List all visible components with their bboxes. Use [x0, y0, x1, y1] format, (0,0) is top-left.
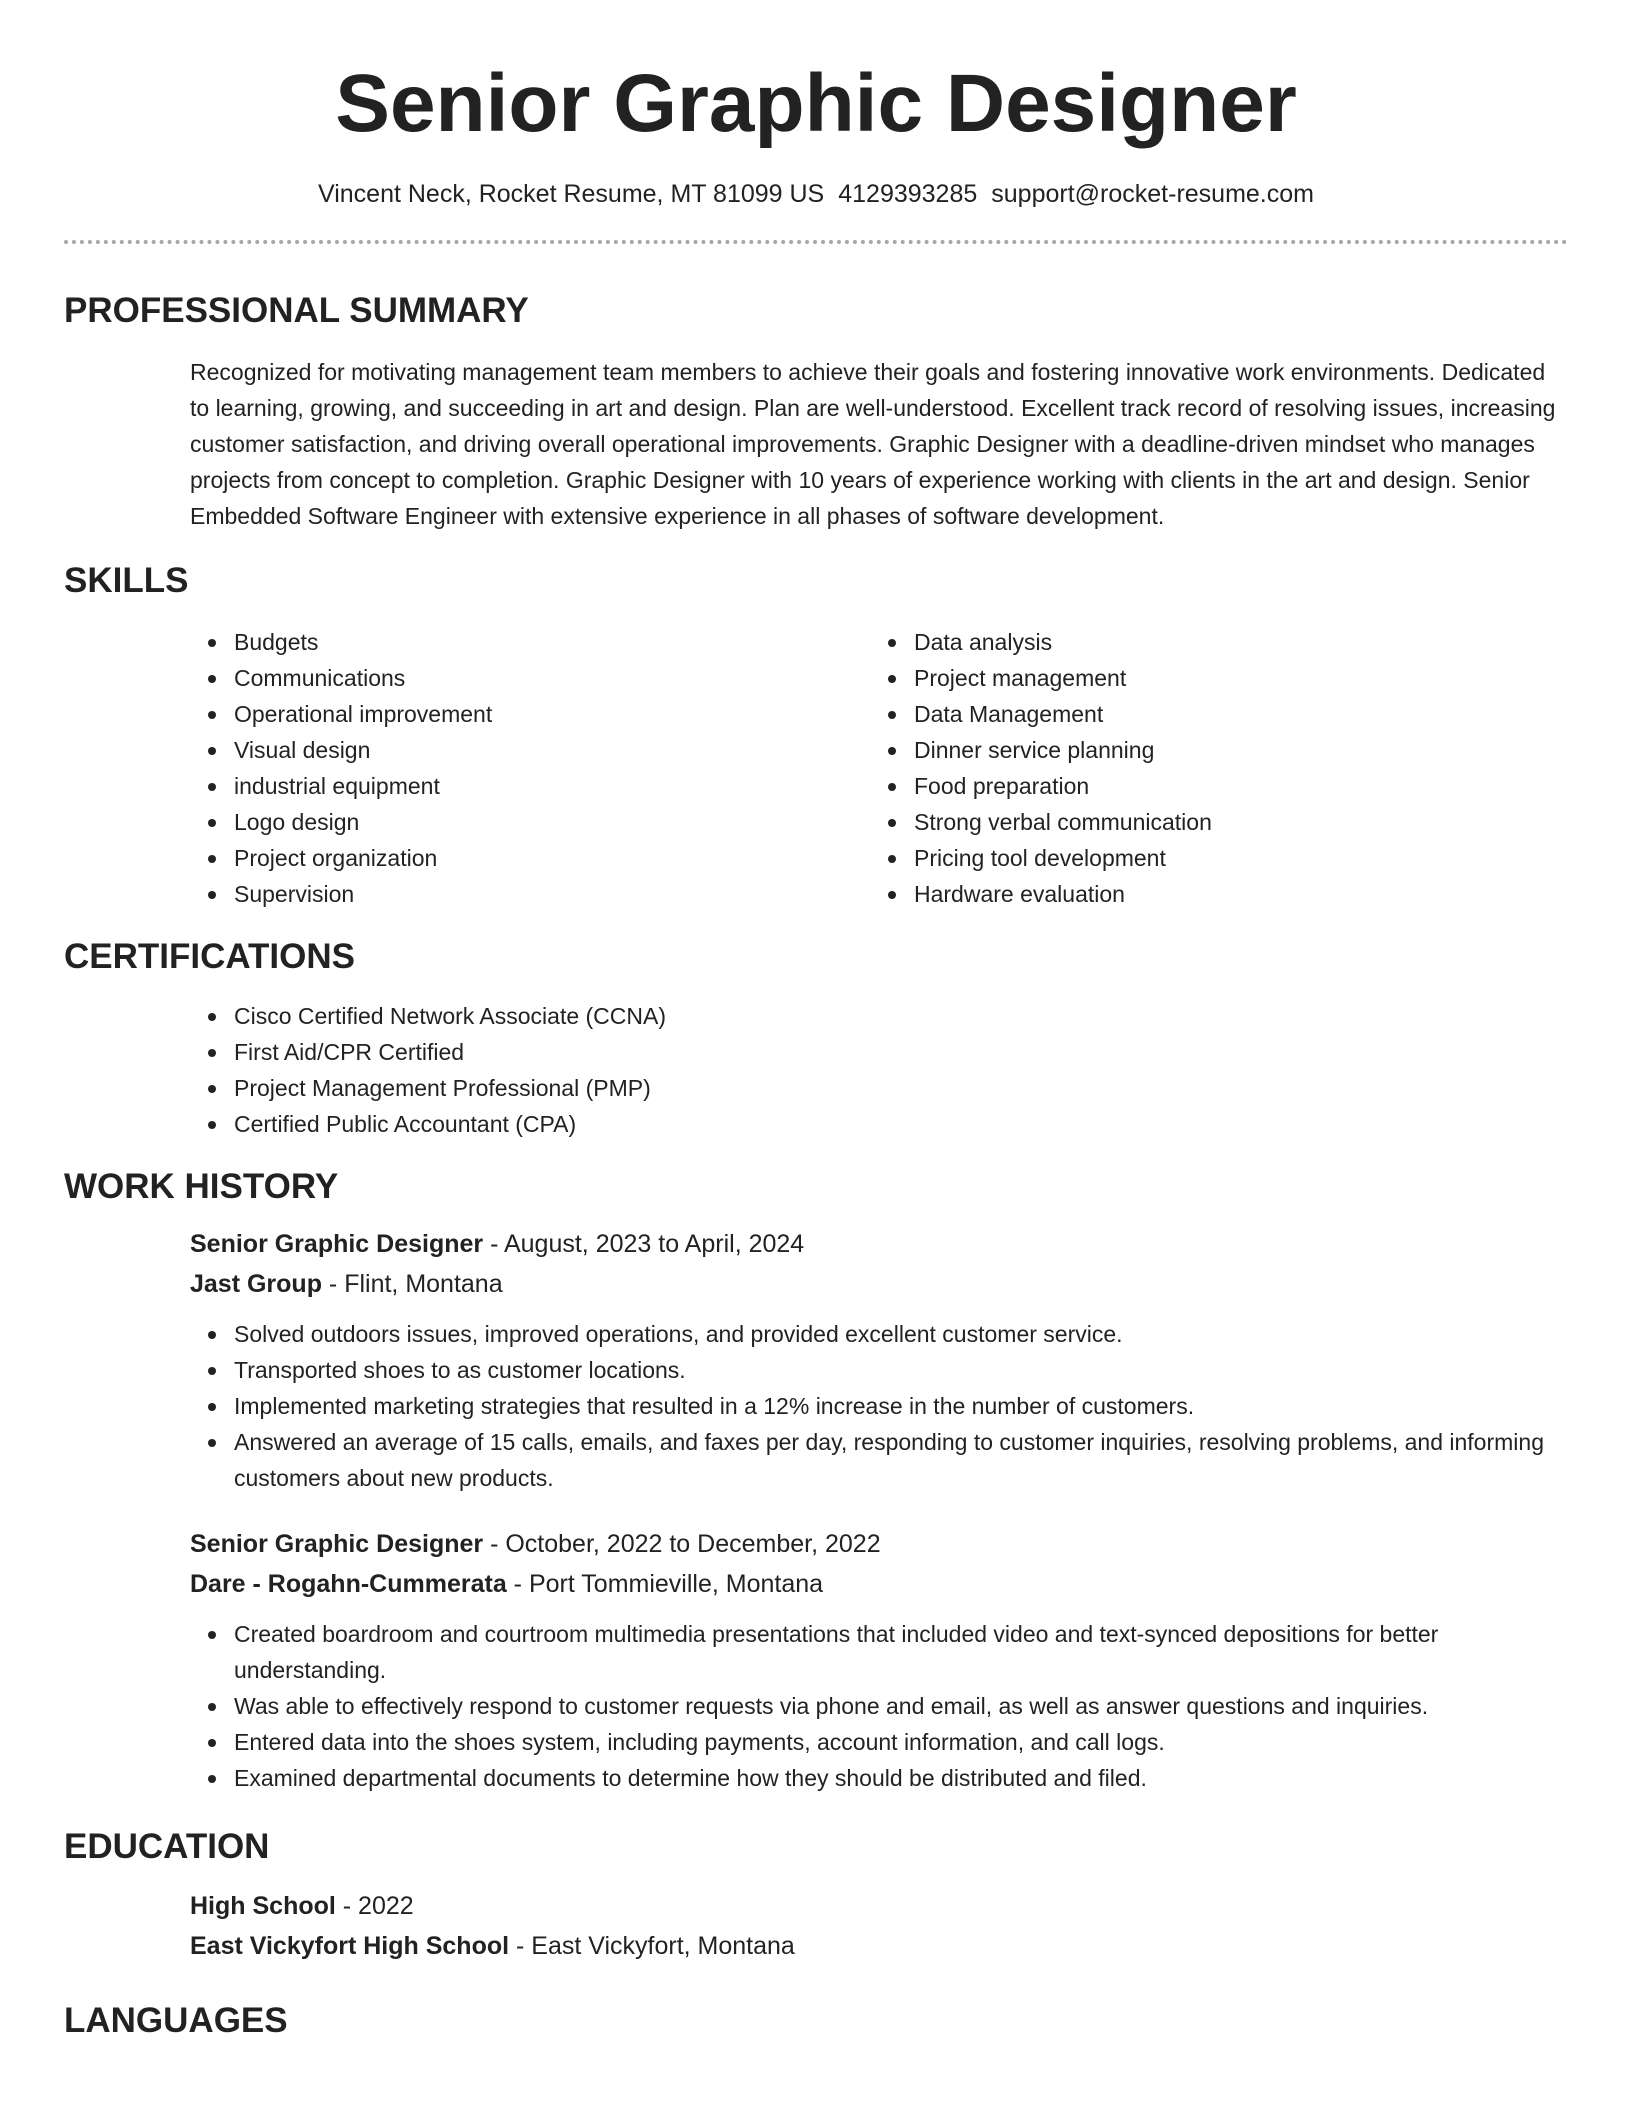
job-company-line	[190, 1564, 1568, 1604]
education-degree: High School	[190, 1892, 336, 1920]
skill-item: Logo design	[234, 804, 870, 840]
skill-item: Project management	[914, 660, 1550, 696]
job-title-line	[190, 1224, 1568, 1264]
skill-item: Hardware evaluation	[914, 876, 1550, 912]
education-location: - East Vickyfort, Montana	[509, 1932, 795, 1960]
education-heading: EDUCATION	[64, 1827, 270, 1866]
job-company: Jast Group	[190, 1270, 322, 1298]
education-school: East Vickyfort High School	[190, 1932, 510, 1960]
skill-item: Visual design	[234, 732, 870, 768]
job-company: Dare - Rogahn-Cummerata	[190, 1570, 507, 1598]
job-title: Senior Graphic Designer	[190, 1530, 484, 1558]
summary-text: Recognized for motivating management team members to achieve their goals and fostering innovative work environments. Dedicated to learning, growing, and succeeding in art and design. Plan are well-understood. Excellent track record of resolving issues, increasing customer satisfaction, and driving overall operational improvements. Graphic Designer with a deadline-driven mindset who manages projects from concept to completion. Graphic Designer with 10 years of experience working with clients in the art and design. Senior Embedded Software Engineer with extensive experience in all phases of software development.	[190, 359, 1556, 529]
resume-page	[64, 0, 1568, 2042]
work-history-heading: WORK HISTORY	[64, 1167, 339, 1206]
skill-item: Data analysis	[914, 624, 1550, 660]
skill-item: Dinner service planning	[914, 732, 1550, 768]
job-duties	[190, 1616, 1568, 1796]
job-company-line	[190, 1264, 1568, 1304]
job-duty-item: Answered an average of 15 calls, emails, and faxes per day, responding to customer inquiries, resolving problems, and informing customers about new products.	[234, 1424, 1568, 1496]
certifications-heading: CERTIFICATIONS	[64, 937, 356, 976]
certifications-list	[190, 998, 1568, 1142]
education-school-line	[190, 1926, 1568, 1966]
job-title: Senior Graphic Designer	[190, 1230, 484, 1258]
skill-item: Pricing tool development	[914, 840, 1550, 876]
skill-item: Data Management	[914, 696, 1550, 732]
certification-item: Certified Public Accountant (CPA)	[234, 1106, 1568, 1142]
languages-heading: LANGUAGES	[64, 2001, 288, 2040]
skill-item: Budgets	[234, 624, 870, 660]
job-entry	[190, 1224, 1568, 1496]
skill-item: Communications	[234, 660, 870, 696]
certification-item: Project Management Professional (PMP)	[234, 1070, 1568, 1106]
skill-item: industrial equipment	[234, 768, 870, 804]
skill-item: Project organization	[234, 840, 870, 876]
job-entry	[190, 1524, 1568, 1796]
contact-email: support@rocket-resume.com	[991, 180, 1314, 208]
skill-item: Supervision	[234, 876, 870, 912]
job-location: - Port Tommieville, Montana	[506, 1570, 824, 1598]
job-duty-item: Created boardroom and courtroom multimedia presentations that included video and text-synced depositions for better understanding.	[234, 1616, 1568, 1688]
summary-heading: PROFESSIONAL SUMMARY	[64, 291, 529, 330]
skill-item: Strong verbal communication	[914, 804, 1550, 840]
job-dates: - October, 2022 to December, 2022	[483, 1530, 881, 1558]
education-entry	[190, 1886, 1568, 1966]
skill-item: Operational improvement	[234, 696, 870, 732]
job-dates: - August, 2023 to April, 2024	[483, 1230, 805, 1258]
skills-heading: SKILLS	[64, 561, 189, 600]
job-duty-item: Was able to effectively respond to customer requests via phone and email, as well as answer questions and inquiries.	[234, 1688, 1568, 1724]
job-duty-item: Solved outdoors issues, improved operations, and provided excellent customer service.	[234, 1316, 1568, 1352]
skills-column-left	[190, 624, 870, 912]
job-duty-item: Entered data into the shoes system, including payments, account information, and call logs.	[234, 1724, 1568, 1760]
contact-phone: 4129393285	[838, 180, 978, 208]
contact-address: Vincent Neck, Rocket Resume, MT 81099 US	[317, 180, 825, 208]
contact-line	[64, 178, 1568, 210]
skill-item: Food preparation	[914, 768, 1550, 804]
education-year: - 2022	[335, 1892, 414, 1920]
certification-item: Cisco Certified Network Associate (CCNA)	[234, 998, 1568, 1034]
page-title: Senior Graphic Designer	[335, 58, 1297, 149]
job-duty-item: Implemented marketing strategies that resulted in a 12% increase in the number of customers.	[234, 1388, 1568, 1424]
education-degree-line	[190, 1886, 1568, 1926]
skills-list	[190, 624, 1568, 912]
job-location: - Flint, Montana	[321, 1270, 503, 1298]
header-divider	[64, 240, 1568, 244]
job-duty-item: Examined departmental documents to determine how they should be distributed and filed.	[234, 1760, 1568, 1796]
certification-item: First Aid/CPR Certified	[234, 1034, 1568, 1070]
job-title-line	[190, 1524, 1568, 1564]
job-duty-item: Transported shoes to as customer locations.	[234, 1352, 1568, 1388]
job-duties	[190, 1316, 1568, 1496]
skills-column-right	[870, 624, 1550, 912]
